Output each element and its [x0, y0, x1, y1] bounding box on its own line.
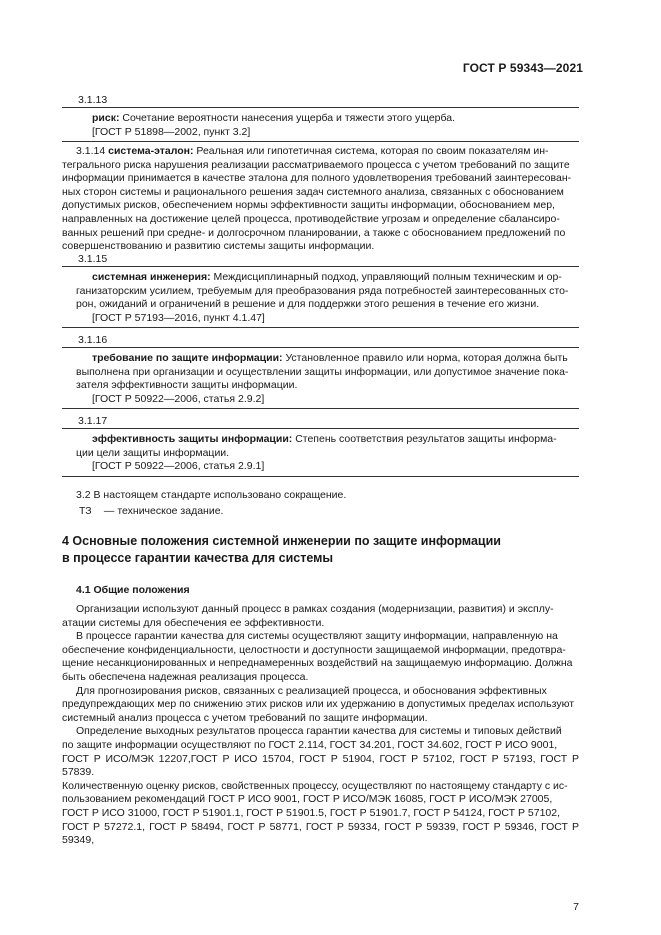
- term-source: [ГОСТ Р 57193—2016, пункт 4.1.47]: [92, 311, 265, 324]
- term-number: 3.1.16: [78, 334, 108, 346]
- abbreviation-value: — техническое задание.: [103, 505, 224, 517]
- body-line: системный анализ процесса с учетом требований по защите информации.: [62, 711, 428, 724]
- body-line: В процессе гарантии качества для системы осуществляют защиту информации, направленную на: [76, 630, 558, 643]
- body-line: ГОСТ Р ИСО 31000, ГОСТ Р 51901.1, ГОСТ Р 51901.5, ГОСТ Р 51901.7, ГОСТ Р 54124, ГОСТ Р 57102,: [62, 806, 561, 819]
- document-id: ГОСТ Р 59343—2021: [462, 61, 583, 75]
- section-body: [62, 603, 579, 848]
- body-line: предупреждающих мер по снижению этих рисков или их удержанию в допустимых пределах используют: [62, 698, 575, 711]
- body-line: Определение выходных результатов процесса гарантии качества для системы и типовых действий: [76, 725, 562, 738]
- body-line: обеспечение конфиденциальности, целостности и доступности защищаемой информации, предотвра-: [62, 643, 566, 656]
- section-title-line: в процессе гарантии качества для системы: [62, 551, 334, 565]
- term-definition-line: Реальная или гипотетичная система, которая по своим показателям ин-: [196, 145, 549, 157]
- term-box-protection-efficiency: [62, 428, 579, 477]
- term-definition: Сочетание вероятности нанесения ущерба и тяжести этого ущерба.: [119, 112, 456, 124]
- term-definition-line: Степень соответствия результатов защиты информа-: [292, 433, 557, 445]
- term-definition-line: зателя эффективности защиты информации.: [76, 379, 298, 392]
- term-source: [ГОСТ Р 50922—2006, статья 2.9.1]: [92, 460, 265, 473]
- term-number: 3.1.17: [78, 415, 108, 427]
- term-box-systems-engineering: [62, 266, 579, 328]
- term-box-risk: [62, 107, 579, 142]
- term-definition-line: ных сторон системы и рационального решения задач системного анализа, связанных с обоснованием: [62, 185, 564, 198]
- body-line: ГОСТ Р ИСО/МЭК 12207,ГОСТ Р ИСО 15704, ГОСТ Р 51904, ГОСТ Р 57102, ГОСТ Р 57193, ГОСТ Р 57839.: [62, 752, 579, 779]
- term-definition-line: направленных на достижение целей процесса, противодействие угрозам и определение сбалансиро-: [62, 212, 560, 225]
- term-source: [ГОСТ Р 50922—2006, статья 2.9.2]: [92, 392, 265, 405]
- term-name: система-эталон:: [108, 145, 194, 157]
- term-definition-line: Междисциплинарный подход, управляющий полным техническим и ор-: [210, 271, 562, 283]
- term-name: эффективность защиты информации:: [92, 433, 293, 445]
- term-paragraph-reference-system: [62, 145, 579, 254]
- term-definition-line: информации принимается в качестве эталона для полного удовлетворения требований заинтересован-: [62, 172, 572, 185]
- term-definition-line: ции цели защиты информации.: [76, 446, 230, 459]
- term-box-security-requirement: [62, 347, 579, 409]
- body-line: Организации используют данный процесс в рамках создания (модернизации, развития) и эксплу-: [76, 603, 554, 615]
- term-source: [ГОСТ Р 51898—2002, пункт 3.2]: [92, 125, 251, 138]
- abbreviation-item: [79, 505, 223, 519]
- section-title-line: 4 Основные положения системной инженерии по защите информации: [62, 534, 501, 548]
- body-line: атации системы для обеспечения ее эффективности.: [62, 616, 325, 629]
- term-number: 3.1.15: [78, 253, 108, 265]
- body-line: пользованием рекомендаций ГОСТ Р ИСО 9001, ГОСТ Р ИСО/МЭК 16085, ГОСТ Р ИСО/МЭК 27005,: [62, 793, 553, 806]
- term-number: 3.1.14: [76, 145, 106, 157]
- term-name: риск:: [92, 112, 120, 124]
- section-title: [62, 533, 501, 567]
- subsection-title: 4.1 Общие положения: [76, 584, 190, 596]
- abbreviation-key: ТЗ: [79, 505, 92, 517]
- term-definition-line: допустимых рисков, обеспечением нормы эффективности защиты информации, обоснованием мер,: [62, 199, 555, 212]
- body-line: щение несанкционированных и непреднамеренных воздействий на защищаемую информацию. Должна: [62, 657, 573, 670]
- body-line: Для прогнозирования рисков, связанных с реализацией процесса, и обоснования эффективных: [76, 684, 547, 697]
- term-definition-line: Установленное правило или норма, которая должна быть: [282, 352, 568, 364]
- body-line: по защите информации осуществляют по ГОСТ 2.114, ГОСТ 34.201, ГОСТ 34.602, ГОСТ Р ИСО 9001,: [62, 738, 558, 751]
- term-definition-line: совершенствованию и развитию системы защиты информации.: [62, 240, 375, 253]
- term-number: 3.1.13: [78, 94, 108, 106]
- page-number: 7: [573, 901, 579, 913]
- body-line: Количественную оценку рисков, свойственных процессу, осуществляют по настоящему стандарту с ис-: [62, 779, 568, 792]
- term-definition-line: ванных решений при средне- и долгосрочном планировании, а также с обоснованием предложений по: [62, 226, 566, 239]
- body-line: ГОСТ Р 57272.1, ГОСТ Р 58494, ГОСТ Р 58771, ГОСТ Р 59334, ГОСТ Р 59339, ГОСТ Р 59346, ГОСТ Р 59349,: [62, 820, 579, 847]
- abbreviations-intro: 3.2 В настоящем стандарте использовано сокращение.: [76, 489, 347, 501]
- term-definition-line: выполнена при организации и осуществлении защиты информации, или допустимое значение пока-: [76, 365, 569, 378]
- term-definition-line: ганизаторским усилием, требуемым для преобразования ряда потребностей заинтересованных сто-: [76, 284, 569, 297]
- term-name: требование по защите информации:: [92, 352, 283, 364]
- term-name: системная инженерия:: [92, 271, 211, 283]
- term-definition-line: рон, ожиданий и ограничений в решение и для поддержки этого решения в течение его жизни.: [76, 298, 540, 311]
- body-line: быть обеспечена надежная реализация процесса.: [62, 670, 309, 683]
- term-definition-line: тегрального риска нарушения реализации рассматриваемого процесса с учетом требований по защите: [62, 158, 570, 171]
